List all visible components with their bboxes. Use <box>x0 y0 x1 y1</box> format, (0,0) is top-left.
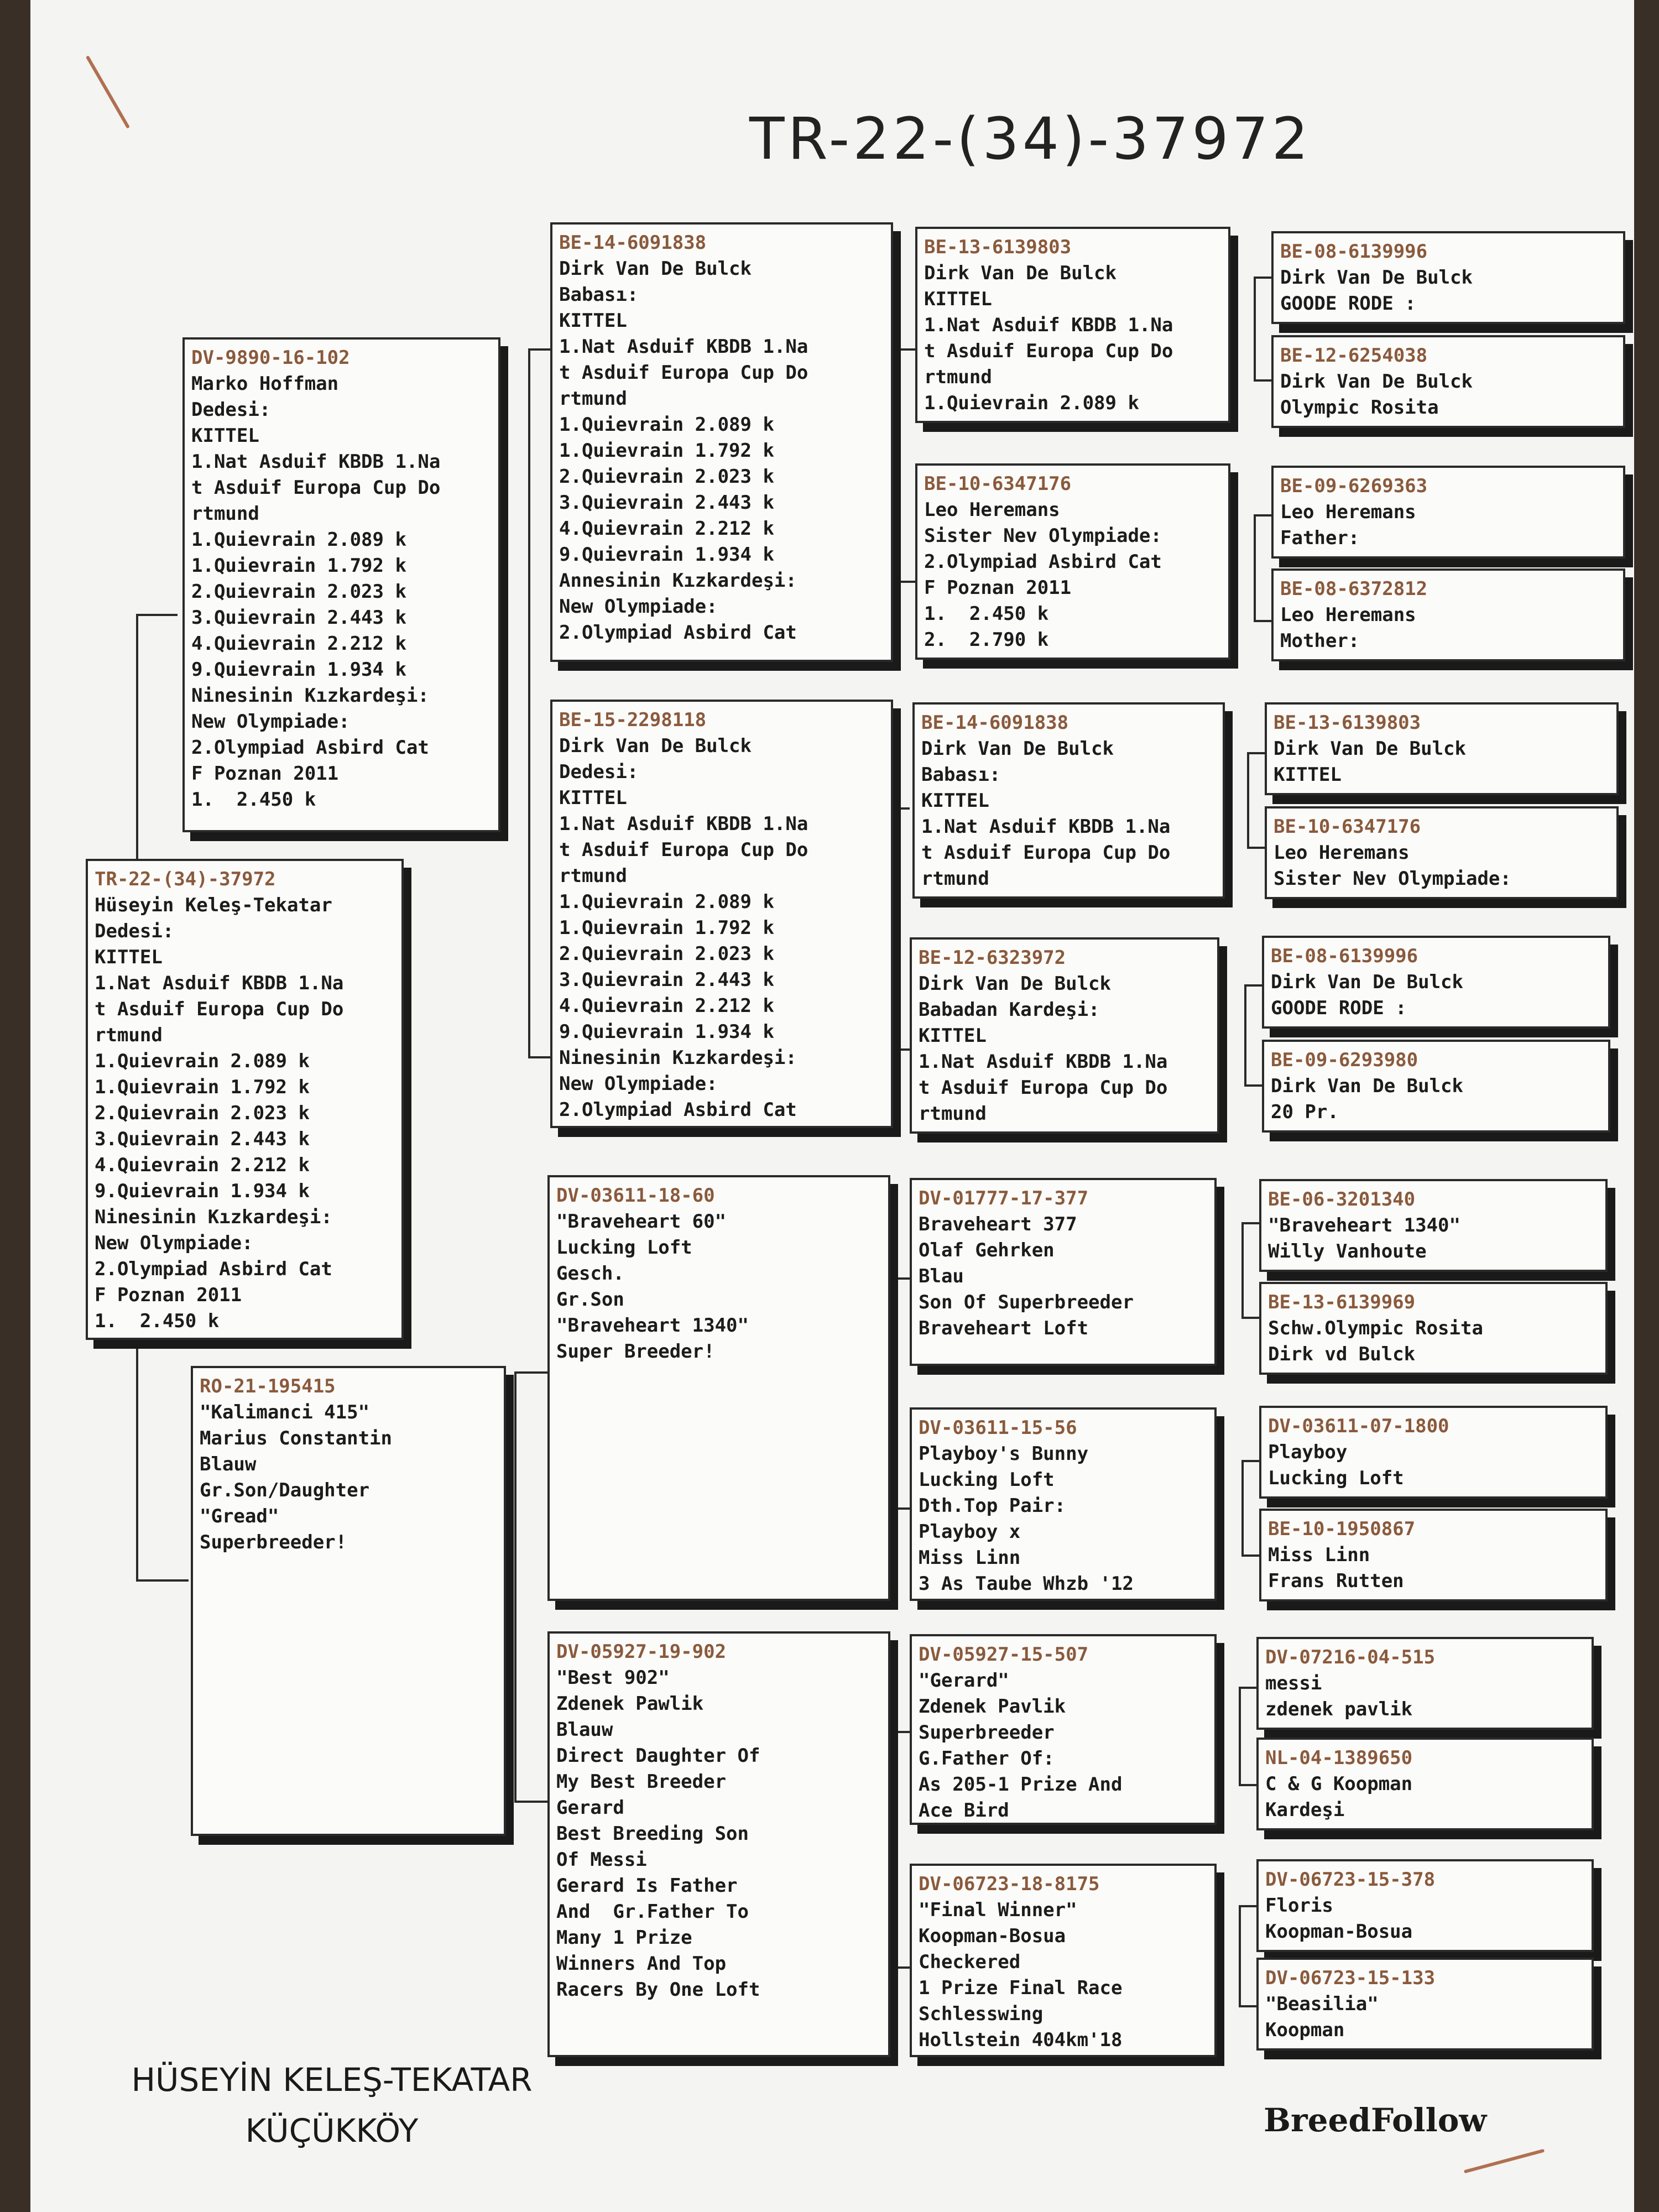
card-line: t Asduif Europa Cup Do <box>559 839 808 861</box>
card-line: Sister Nev Olympiade: <box>1274 868 1511 890</box>
card-line: 1.Quievrain 2.089 k <box>191 529 406 551</box>
connector-line <box>893 807 910 810</box>
pedigree-card-sire <box>182 337 500 832</box>
card-line: rtmund <box>559 388 627 410</box>
connector-line <box>1241 1554 1259 1557</box>
connector-line <box>1244 1084 1262 1087</box>
card-line: Racers By One Loft <box>556 1979 760 2001</box>
ring-number: BE-15-2298118 <box>559 709 707 731</box>
card-line: 2.Quievrain 2.023 k <box>191 581 406 603</box>
connector-line <box>1239 1905 1256 1907</box>
card-line: Superbreeder <box>919 1721 1055 1744</box>
card-line: 4.Quievrain 2.212 k <box>191 633 406 655</box>
card-line: Miss Linn <box>919 1547 1021 1569</box>
staple-mark <box>86 55 130 129</box>
card-line: Playboy <box>1268 1441 1348 1463</box>
card-line: Dirk Van De Bulck <box>1271 1075 1463 1097</box>
card-line: 1.Quievrain 2.089 k <box>559 891 774 913</box>
ring-number: DV-9890-16-102 <box>191 347 350 369</box>
ring-number: BE-08-6139996 <box>1280 241 1428 263</box>
ring-number: DV-05927-15-507 <box>919 1644 1089 1666</box>
connector-line <box>893 1731 895 1969</box>
card-line: Marko Hoffman <box>191 373 339 395</box>
card-line: Gr.Son/Daughter <box>200 1479 370 1501</box>
connector-line <box>893 1277 910 1280</box>
connector-line <box>1247 752 1265 754</box>
card-line: Dirk Van De Bulck <box>559 735 752 757</box>
card-line: KITTEL <box>921 790 989 812</box>
pedigree-card-sds <box>912 702 1225 899</box>
card-line: KITTEL <box>95 946 163 968</box>
card-line: KITTEL <box>1274 764 1342 786</box>
card-line: Koopman-Bosua <box>1265 1921 1413 1943</box>
card-line: F Poznan 2011 <box>191 763 339 785</box>
card-line: KITTEL <box>191 425 259 447</box>
card-line: Super Breeder! <box>556 1340 715 1363</box>
card-line: Dirk Van De Bulck <box>921 738 1114 760</box>
connector-line <box>893 1731 910 1733</box>
card-line: Dirk Van De Bulck <box>1274 738 1466 760</box>
card-line: 2.Olympiad Asbird Cat <box>95 1258 332 1280</box>
ring-number: BE-12-6323972 <box>919 947 1066 969</box>
ring-number: RO-21-195415 <box>200 1375 336 1397</box>
connector-line <box>1239 1687 1256 1689</box>
pedigree-card-sdd <box>910 937 1219 1134</box>
pedigree-card-g1 <box>1271 231 1625 324</box>
card-line: Lucking Loft <box>556 1237 692 1259</box>
card-line: Dth.Top Pair: <box>919 1495 1066 1517</box>
card-line: rtmund <box>559 865 627 887</box>
ring-number: BE-14-6091838 <box>921 712 1069 734</box>
card-line: 1. 2.450 k <box>191 789 316 811</box>
pedigree-card-g2 <box>1271 335 1625 428</box>
card-line: Dirk Van De Bulck <box>919 973 1111 995</box>
connector-line <box>1241 1317 1259 1319</box>
card-line: Braveheart 377 <box>919 1213 1077 1235</box>
card-line: 4.Quievrain 2.212 k <box>559 518 774 540</box>
card-line: New Olympiade: <box>191 711 350 733</box>
card-line: t Asduif Europa Cup Do <box>919 1077 1168 1099</box>
card-line: Sister Nev Olympiade: <box>924 525 1162 547</box>
card-line: "Beasilia" <box>1265 1993 1379 2015</box>
connector-line <box>514 1371 550 1374</box>
connector-line <box>1239 1687 1241 1786</box>
pedigree-card-g12 <box>1259 1509 1608 1601</box>
card-line: Hollstein 404km'18 <box>919 2029 1123 2051</box>
pedigree-card-sire-dam <box>550 700 893 1128</box>
ring-number: BE-10-6347176 <box>924 473 1072 495</box>
pedigree-card-g11 <box>1259 1406 1608 1499</box>
pedigree-card-subject <box>86 859 404 1340</box>
pedigree-card-g3 <box>1271 466 1625 559</box>
ring-number: DV-05927-19-902 <box>556 1641 727 1663</box>
pedigree-card-sire-sire <box>550 222 893 662</box>
ring-number: BE-08-6139996 <box>1271 945 1418 967</box>
pedigree-card-g9 <box>1259 1179 1608 1272</box>
card-line: 1.Quievrain 2.089 k <box>924 392 1139 414</box>
card-line: t Asduif Europa Cup Do <box>924 340 1173 362</box>
pedigree-card-g6 <box>1265 806 1619 899</box>
card-line: New Olympiade: <box>559 1073 718 1095</box>
card-line: Ninesinin Kızkardeşi: <box>559 1047 797 1069</box>
connector-line <box>1247 847 1265 849</box>
card-line: G.Father Of: <box>919 1747 1055 1770</box>
connector-line <box>514 1801 550 1803</box>
connector-line <box>893 1277 895 1510</box>
card-line: Leo Heremans <box>1274 842 1410 864</box>
card-line: Ace Bird <box>919 1799 1009 1822</box>
card-line: rtmund <box>924 366 992 388</box>
card-line: rtmund <box>95 1024 163 1046</box>
card-line: "Braveheart 1340" <box>556 1314 749 1337</box>
brand-logo: BreedFollow <box>1264 2101 1487 2139</box>
card-line: 1.Nat Asduif KBDB 1.Na <box>559 813 808 835</box>
ring-number: DV-03611-18-60 <box>556 1185 715 1207</box>
card-line: t Asduif Europa Cup Do <box>559 362 808 384</box>
connector-line <box>1241 1460 1244 1557</box>
pedigree-card-dsd <box>910 1407 1217 1601</box>
card-line: KITTEL <box>919 1025 987 1047</box>
card-line: 9.Quievrain 1.934 k <box>559 544 774 566</box>
card-line: 9.Quievrain 1.934 k <box>559 1021 774 1043</box>
pedigree-card-dds <box>910 1634 1217 1825</box>
card-line: 1. 2.450 k <box>95 1310 220 1332</box>
card-line: Father: <box>1280 527 1360 549</box>
card-line: Schw.Olympic Rosita <box>1268 1317 1483 1339</box>
ring-number: BE-08-6372812 <box>1280 578 1428 600</box>
card-line: 2.Olympiad Asbird Cat <box>559 622 797 644</box>
card-line: Lucking Loft <box>919 1469 1055 1491</box>
card-line: 20 Pr. <box>1271 1101 1339 1123</box>
card-line: Hüseyin Keleş-Tekatar <box>95 894 332 916</box>
card-line: Dirk vd Bulck <box>1268 1343 1416 1365</box>
ring-number: BE-13-6139969 <box>1268 1291 1416 1313</box>
connector-line <box>893 1507 910 1510</box>
connector-line <box>136 614 178 616</box>
ring-number: BE-06-3201340 <box>1268 1188 1416 1211</box>
card-line: rtmund <box>921 868 989 890</box>
card-line: 2.Quievrain 2.023 k <box>95 1102 310 1124</box>
card-line: Dedesi: <box>95 920 174 942</box>
card-line: 9.Quievrain 1.934 k <box>191 659 406 681</box>
ring-number: BE-09-6293980 <box>1271 1049 1418 1071</box>
card-line: "Gread" <box>200 1505 279 1527</box>
ring-number: BE-12-6254038 <box>1280 345 1428 367</box>
connector-line <box>1254 276 1271 279</box>
card-line: Leo Heremans <box>924 499 1060 521</box>
owner-block <box>83 2054 581 2156</box>
card-line: Dirk Van De Bulck <box>924 262 1117 284</box>
card-line: 2.Quievrain 2.023 k <box>559 943 774 965</box>
card-line: F Poznan 2011 <box>95 1284 242 1306</box>
card-line: Dedesi: <box>559 761 639 783</box>
card-line: 4.Quievrain 2.212 k <box>95 1154 310 1176</box>
pedigree-card-g16 <box>1256 1958 1594 2051</box>
ring-number: DV-03611-15-56 <box>919 1417 1077 1439</box>
card-line: Olympic Rosita <box>1280 397 1439 419</box>
card-line: messi <box>1265 1672 1322 1694</box>
connector-line <box>1244 984 1246 1087</box>
card-line: 2. 2.790 k <box>924 629 1049 651</box>
card-line: Ninesinin Kızkardeşi: <box>191 685 429 707</box>
card-line: 1.Quievrain 2.089 k <box>559 414 774 436</box>
connector-line <box>1247 752 1249 849</box>
ring-number: DV-01777-17-377 <box>919 1187 1089 1209</box>
ring-number: TR-22-(34)-37972 <box>95 868 276 890</box>
connector-line <box>1254 620 1271 622</box>
card-line: New Olympiade: <box>95 1232 253 1254</box>
ring-number: DV-06723-18-8175 <box>919 1873 1100 1895</box>
card-line: t Asduif Europa Cup Do <box>921 842 1171 864</box>
card-line: Checkered <box>919 1951 1021 1973</box>
ring-number: DV-06723-15-133 <box>1265 1967 1436 1989</box>
card-line: 1.Nat Asduif KBDB 1.Na <box>95 972 344 994</box>
card-line: Blauw <box>200 1453 257 1475</box>
connector-line <box>1254 379 1271 382</box>
card-line: 1.Nat Asduif KBDB 1.Na <box>559 336 808 358</box>
connector-line <box>1239 2005 1256 2007</box>
connector-line <box>893 348 895 581</box>
pedigree-card-g10 <box>1259 1282 1608 1375</box>
card-line: F Poznan 2011 <box>924 577 1072 599</box>
card-line: Braveheart Loft <box>919 1317 1089 1339</box>
card-line: 1.Quievrain 1.792 k <box>95 1076 310 1098</box>
card-line: Mother: <box>1280 630 1360 652</box>
card-line: My Best Breeder <box>556 1771 727 1793</box>
card-line: Dirk Van De Bulck <box>559 258 752 280</box>
card-line: Annesinin Kızkardeşi: <box>559 570 797 592</box>
card-line: Babası: <box>559 284 639 306</box>
card-line: 2.Quievrain 2.023 k <box>559 466 774 488</box>
connector-line <box>1244 984 1262 987</box>
pedigree-card-dss <box>910 1178 1217 1366</box>
connector-line <box>1241 1222 1244 1319</box>
card-line: Gr.Son <box>556 1288 624 1311</box>
card-line: Direct Daughter Of <box>556 1745 760 1767</box>
card-line: GOODE RODE : <box>1280 293 1416 315</box>
card-line: Playboy's Bunny <box>919 1443 1089 1465</box>
card-line: 1.Quievrain 1.792 k <box>559 440 774 462</box>
card-line: 1.Quievrain 1.792 k <box>559 917 774 939</box>
card-line: And Gr.Father To <box>556 1901 749 1923</box>
card-line: Gesch. <box>556 1262 624 1285</box>
card-line: Kardeşi <box>1265 1799 1345 1821</box>
ring-number: NL-04-1389650 <box>1265 1747 1413 1769</box>
card-line: Marius Constantin <box>200 1427 392 1449</box>
card-line: Leo Heremans <box>1280 501 1416 523</box>
card-line: GOODE RODE : <box>1271 997 1407 1019</box>
connector-line <box>514 1371 517 1803</box>
card-line: 3.Quievrain 2.443 k <box>559 492 774 514</box>
card-line: rtmund <box>191 503 259 525</box>
card-line: "Kalimanci 415" <box>200 1401 370 1423</box>
card-line: Dedesi: <box>191 399 271 421</box>
card-line: 1.Quievrain 2.089 k <box>95 1050 310 1072</box>
pedigree-card-g5 <box>1265 702 1619 795</box>
card-line: 3.Quievrain 2.443 k <box>559 969 774 991</box>
card-line: Lucking Loft <box>1268 1467 1404 1489</box>
card-line: t Asduif Europa Cup Do <box>95 998 344 1020</box>
card-line: Best Breeding Son <box>556 1823 749 1845</box>
card-line: 3.Quievrain 2.443 k <box>191 607 406 629</box>
connector-line <box>1239 1905 1241 2007</box>
card-line: 9.Quievrain 1.934 k <box>95 1180 310 1202</box>
ring-number: DV-03611-07-1800 <box>1268 1415 1449 1437</box>
staple-mark <box>1464 2149 1545 2174</box>
card-line: KITTEL <box>559 787 627 809</box>
page-title: TR-22-(34)-37972 <box>749 105 1312 173</box>
card-line: Zdenek Pavlik <box>919 1695 1066 1718</box>
card-line: 2.Olympiad Asbird Cat <box>559 1099 797 1121</box>
card-line: "Braveheart 1340" <box>1268 1214 1460 1237</box>
card-line: Playboy x <box>919 1521 1021 1543</box>
card-line: Dirk Van De Bulck <box>1271 971 1463 993</box>
pedigree-card-dam <box>191 1366 506 1836</box>
pedigree-card-g14 <box>1256 1738 1594 1830</box>
card-line: Babadan Kardeşi: <box>919 999 1100 1021</box>
card-line: Blauw <box>556 1719 613 1741</box>
owner-name: HÜSEYİN KELEŞ-TEKATAR <box>131 2061 533 2099</box>
pedigree-card-ddd <box>910 1864 1217 2057</box>
card-line: Koopman-Bosua <box>919 1925 1066 1947</box>
card-line: Schlesswing <box>919 2003 1044 2025</box>
card-line: 1.Nat Asduif KBDB 1.Na <box>921 816 1171 838</box>
card-line: rtmund <box>919 1103 987 1125</box>
ring-number: BE-13-6139803 <box>924 236 1072 258</box>
card-line: Of Messi <box>556 1849 647 1871</box>
connector-line <box>1254 514 1256 622</box>
card-line: Willy Vanhoute <box>1268 1240 1427 1262</box>
pedigree-card-g7 <box>1262 936 1610 1029</box>
pedigree-card-g8 <box>1262 1040 1610 1133</box>
card-line: Gerard Is Father <box>556 1875 738 1897</box>
card-line: 1. 2.450 k <box>924 603 1049 625</box>
card-line: KITTEL <box>559 310 627 332</box>
card-line: 1.Nat Asduif KBDB 1.Na <box>191 451 441 473</box>
card-line: New Olympiade: <box>559 596 718 618</box>
card-line: Many 1 Prize <box>556 1927 692 1949</box>
card-line: 2.Olympiad Asbird Cat <box>924 551 1162 573</box>
card-line: Zdenek Pawlik <box>556 1693 704 1715</box>
card-line: "Final Winner" <box>919 1899 1077 1921</box>
pedigree-card-g15 <box>1256 1859 1594 1952</box>
ring-number: BE-14-6091838 <box>559 232 707 254</box>
pedigree-card-sss <box>915 227 1230 423</box>
card-line: KITTEL <box>924 288 992 310</box>
card-line: Blau <box>919 1265 964 1287</box>
card-line: Leo Heremans <box>1280 604 1416 626</box>
card-line: 2.Olympiad Asbird Cat <box>191 737 429 759</box>
card-line: t Asduif Europa Cup Do <box>191 477 441 499</box>
pedigree-card-dam-sire <box>547 1175 890 1601</box>
ring-number: BE-10-6347176 <box>1274 816 1421 838</box>
connector-line <box>893 581 915 583</box>
connector-line <box>893 1048 910 1051</box>
card-line: "Best 902" <box>556 1667 670 1689</box>
card-line: 1.Nat Asduif KBDB 1.Na <box>919 1051 1168 1073</box>
connector-line <box>1254 514 1271 517</box>
connector-line <box>893 1966 910 1969</box>
pedigree-card-dam-dam <box>547 1631 890 2057</box>
ring-number: BE-09-6269363 <box>1280 475 1428 497</box>
connector-line <box>1241 1222 1259 1224</box>
connector-line <box>1254 276 1256 382</box>
card-line: Koopman <box>1265 2019 1345 2041</box>
pedigree-card-ssd <box>915 463 1230 660</box>
ring-number: DV-06723-15-378 <box>1265 1869 1436 1891</box>
card-line: 1.Nat Asduif KBDB 1.Na <box>924 314 1173 336</box>
card-line: Babası: <box>921 764 1001 786</box>
card-line: Ninesinin Kızkardeşi: <box>95 1206 332 1228</box>
card-line: Winners And Top <box>556 1953 727 1975</box>
card-line: As 205-1 Prize And <box>919 1773 1123 1796</box>
owner-location: KÜÇÜKKÖY <box>245 2112 419 2150</box>
card-line: 4.Quievrain 2.212 k <box>559 995 774 1017</box>
card-line: 1 Prize Final Race <box>919 1977 1123 1999</box>
card-line: Floris <box>1265 1895 1333 1917</box>
pedigree-sheet <box>30 0 1634 2212</box>
card-line: "Gerard" <box>919 1670 1009 1692</box>
connector-line <box>893 807 895 1051</box>
card-line: Olaf Gehrken <box>919 1239 1055 1261</box>
card-line: Gerard <box>556 1797 624 1819</box>
card-line: 1.Quievrain 1.792 k <box>191 555 406 577</box>
ring-number: BE-10-1950867 <box>1268 1518 1416 1540</box>
card-line: C & G Koopman <box>1265 1773 1413 1795</box>
connector-line <box>136 1579 189 1582</box>
ring-number: DV-07216-04-515 <box>1265 1646 1436 1668</box>
connector-line <box>1239 1784 1256 1786</box>
card-line: 3 As Taube Whzb '12 <box>919 1573 1134 1595</box>
card-line: zdenek pavlik <box>1265 1698 1413 1720</box>
card-line: Miss Linn <box>1268 1544 1370 1566</box>
card-line: Dirk Van De Bulck <box>1280 371 1473 393</box>
connector-line <box>528 348 530 1056</box>
card-line: Son Of Superbreeder <box>919 1291 1134 1313</box>
card-line: Superbreeder! <box>200 1531 347 1553</box>
connector-line <box>893 348 915 351</box>
card-line: 3.Quievrain 2.443 k <box>95 1128 310 1150</box>
card-line: "Braveheart 60" <box>556 1211 727 1233</box>
pedigree-card-g4 <box>1271 568 1625 661</box>
ring-number: BE-13-6139803 <box>1274 712 1421 734</box>
pedigree-card-g13 <box>1256 1637 1594 1730</box>
connector-line <box>1241 1460 1259 1462</box>
card-line: Dirk Van De Bulck <box>1280 267 1473 289</box>
card-line: Frans Rutten <box>1268 1570 1404 1592</box>
